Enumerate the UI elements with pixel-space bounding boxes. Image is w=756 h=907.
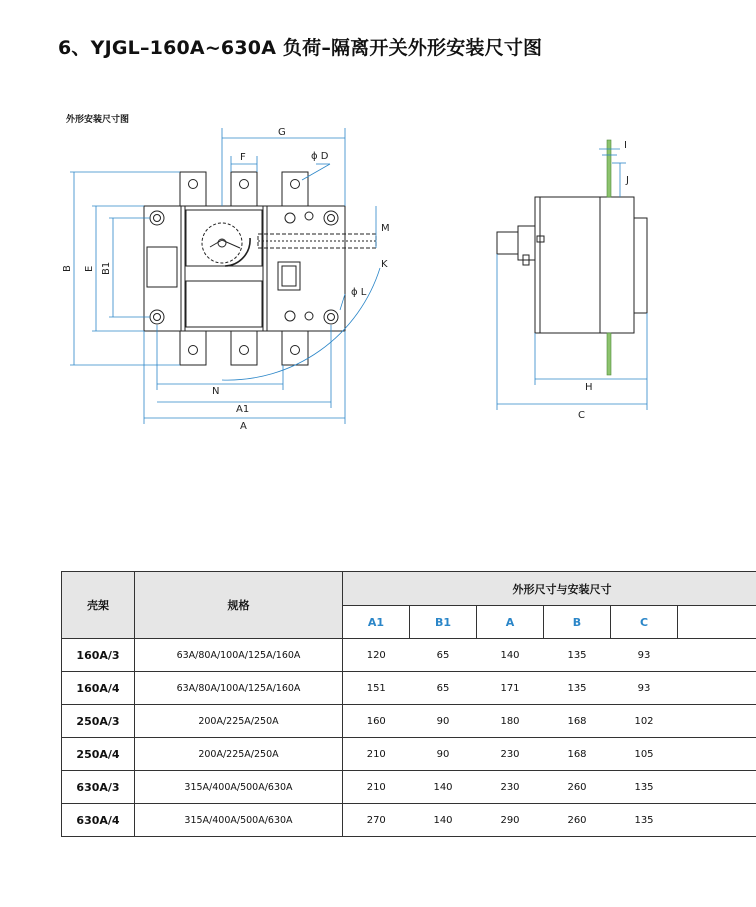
cell-a: 171: [477, 672, 544, 705]
svg-text:A: A: [240, 421, 247, 432]
cell-b: 135: [544, 672, 611, 705]
cell-frame: 630A/4: [62, 804, 135, 837]
cell-c: 135: [611, 771, 678, 804]
table-row: [62, 639, 756, 672]
cell-frame: 630A/3: [62, 771, 135, 804]
side-view: [497, 197, 647, 333]
col-header: B: [544, 606, 611, 639]
header-frame: 壳架: [62, 572, 135, 639]
terminal-bottom-2: [231, 331, 257, 365]
cell-extra: [678, 639, 756, 672]
svg-text:N: N: [212, 386, 220, 397]
cell-c: 135: [611, 804, 678, 837]
col-header: C: [611, 606, 678, 639]
svg-text:ϕ D: ϕ D: [311, 151, 329, 162]
table-row: [62, 705, 756, 738]
col-header: [678, 606, 756, 639]
cell-extra: [678, 672, 756, 705]
cell-frame: 160A/4: [62, 672, 135, 705]
cell-a: 290: [477, 804, 544, 837]
cell-b1: 90: [410, 705, 477, 738]
cell-a1: 210: [343, 738, 410, 771]
side-busbar: [607, 140, 611, 375]
cell-b: 168: [544, 738, 611, 771]
svg-text:I: I: [624, 140, 627, 151]
front-view: [144, 172, 376, 365]
cell-extra: [678, 738, 756, 771]
cell-a1: 160: [343, 705, 410, 738]
table-row: [62, 771, 756, 804]
header-spec: 规格: [135, 572, 343, 639]
cell-spec: 63A/80A/100A/125A/160A: [135, 672, 343, 705]
col-header: A: [477, 606, 544, 639]
cell-a: 140: [477, 639, 544, 672]
svg-text:B1: B1: [101, 261, 112, 275]
svg-text:K: K: [381, 259, 388, 270]
svg-text:F: F: [240, 152, 246, 163]
cell-b: 168: [544, 705, 611, 738]
table-row: [62, 738, 756, 771]
terminal-bottom-3: [282, 331, 308, 365]
cell-b1: 140: [410, 804, 477, 837]
cell-a: 230: [477, 771, 544, 804]
cell-frame: 160A/3: [62, 639, 135, 672]
front-dimensions: [70, 128, 380, 424]
svg-text:J: J: [626, 175, 629, 186]
page-title: 6、YJGL–160A~630A 负荷–隔离开关外形安装尺寸图: [58, 37, 543, 59]
cell-b: 260: [544, 804, 611, 837]
cell-extra: [678, 771, 756, 804]
table-row: [62, 804, 756, 837]
cell-a1: 270: [343, 804, 410, 837]
cell-c: 93: [611, 672, 678, 705]
cell-a1: 151: [343, 672, 410, 705]
svg-text:ϕ L: ϕ L: [351, 287, 367, 298]
cell-spec: 63A/80A/100A/125A/160A: [135, 639, 343, 672]
front-dimension-labels: [62, 127, 390, 432]
table-row: [62, 672, 756, 705]
svg-text:E: E: [84, 265, 95, 272]
header-dims: 外形尺寸与安装尺寸: [343, 572, 756, 606]
svg-text:B: B: [62, 265, 73, 272]
cell-spec: 315A/400A/500A/630A: [135, 804, 343, 837]
cell-b1: 65: [410, 639, 477, 672]
svg-text:M: M: [381, 223, 390, 234]
side-body: [535, 197, 600, 333]
cell-extra: [678, 804, 756, 837]
cell-frame: 250A/3: [62, 705, 135, 738]
dimension-table: [61, 571, 756, 837]
svg-text:A1: A1: [236, 404, 250, 415]
cell-b1: 65: [410, 672, 477, 705]
cell-spec: 200A/225A/250A: [135, 705, 343, 738]
cell-b1: 140: [410, 771, 477, 804]
svg-text:H: H: [585, 382, 593, 393]
col-header: B1: [410, 606, 477, 639]
cell-spec: 200A/225A/250A: [135, 738, 343, 771]
col-header: A1: [343, 606, 410, 639]
cell-spec: 315A/400A/500A/630A: [135, 771, 343, 804]
cell-a1: 120: [343, 639, 410, 672]
cell-a: 180: [477, 705, 544, 738]
cell-frame: 250A/4: [62, 738, 135, 771]
cell-c: 105: [611, 738, 678, 771]
side-dimensions: [497, 149, 647, 410]
svg-text:G: G: [278, 127, 286, 138]
cell-b1: 90: [410, 738, 477, 771]
cell-a1: 210: [343, 771, 410, 804]
cell-a: 230: [477, 738, 544, 771]
terminal-bottom-1: [180, 331, 206, 365]
svg-text:C: C: [578, 410, 585, 421]
switch-body: [144, 206, 345, 331]
drawing-caption: 外形安装尺寸图: [66, 115, 130, 125]
cell-extra: [678, 705, 756, 738]
cell-b: 260: [544, 771, 611, 804]
cell-c: 93: [611, 639, 678, 672]
cell-c: 102: [611, 705, 678, 738]
cell-b: 135: [544, 639, 611, 672]
